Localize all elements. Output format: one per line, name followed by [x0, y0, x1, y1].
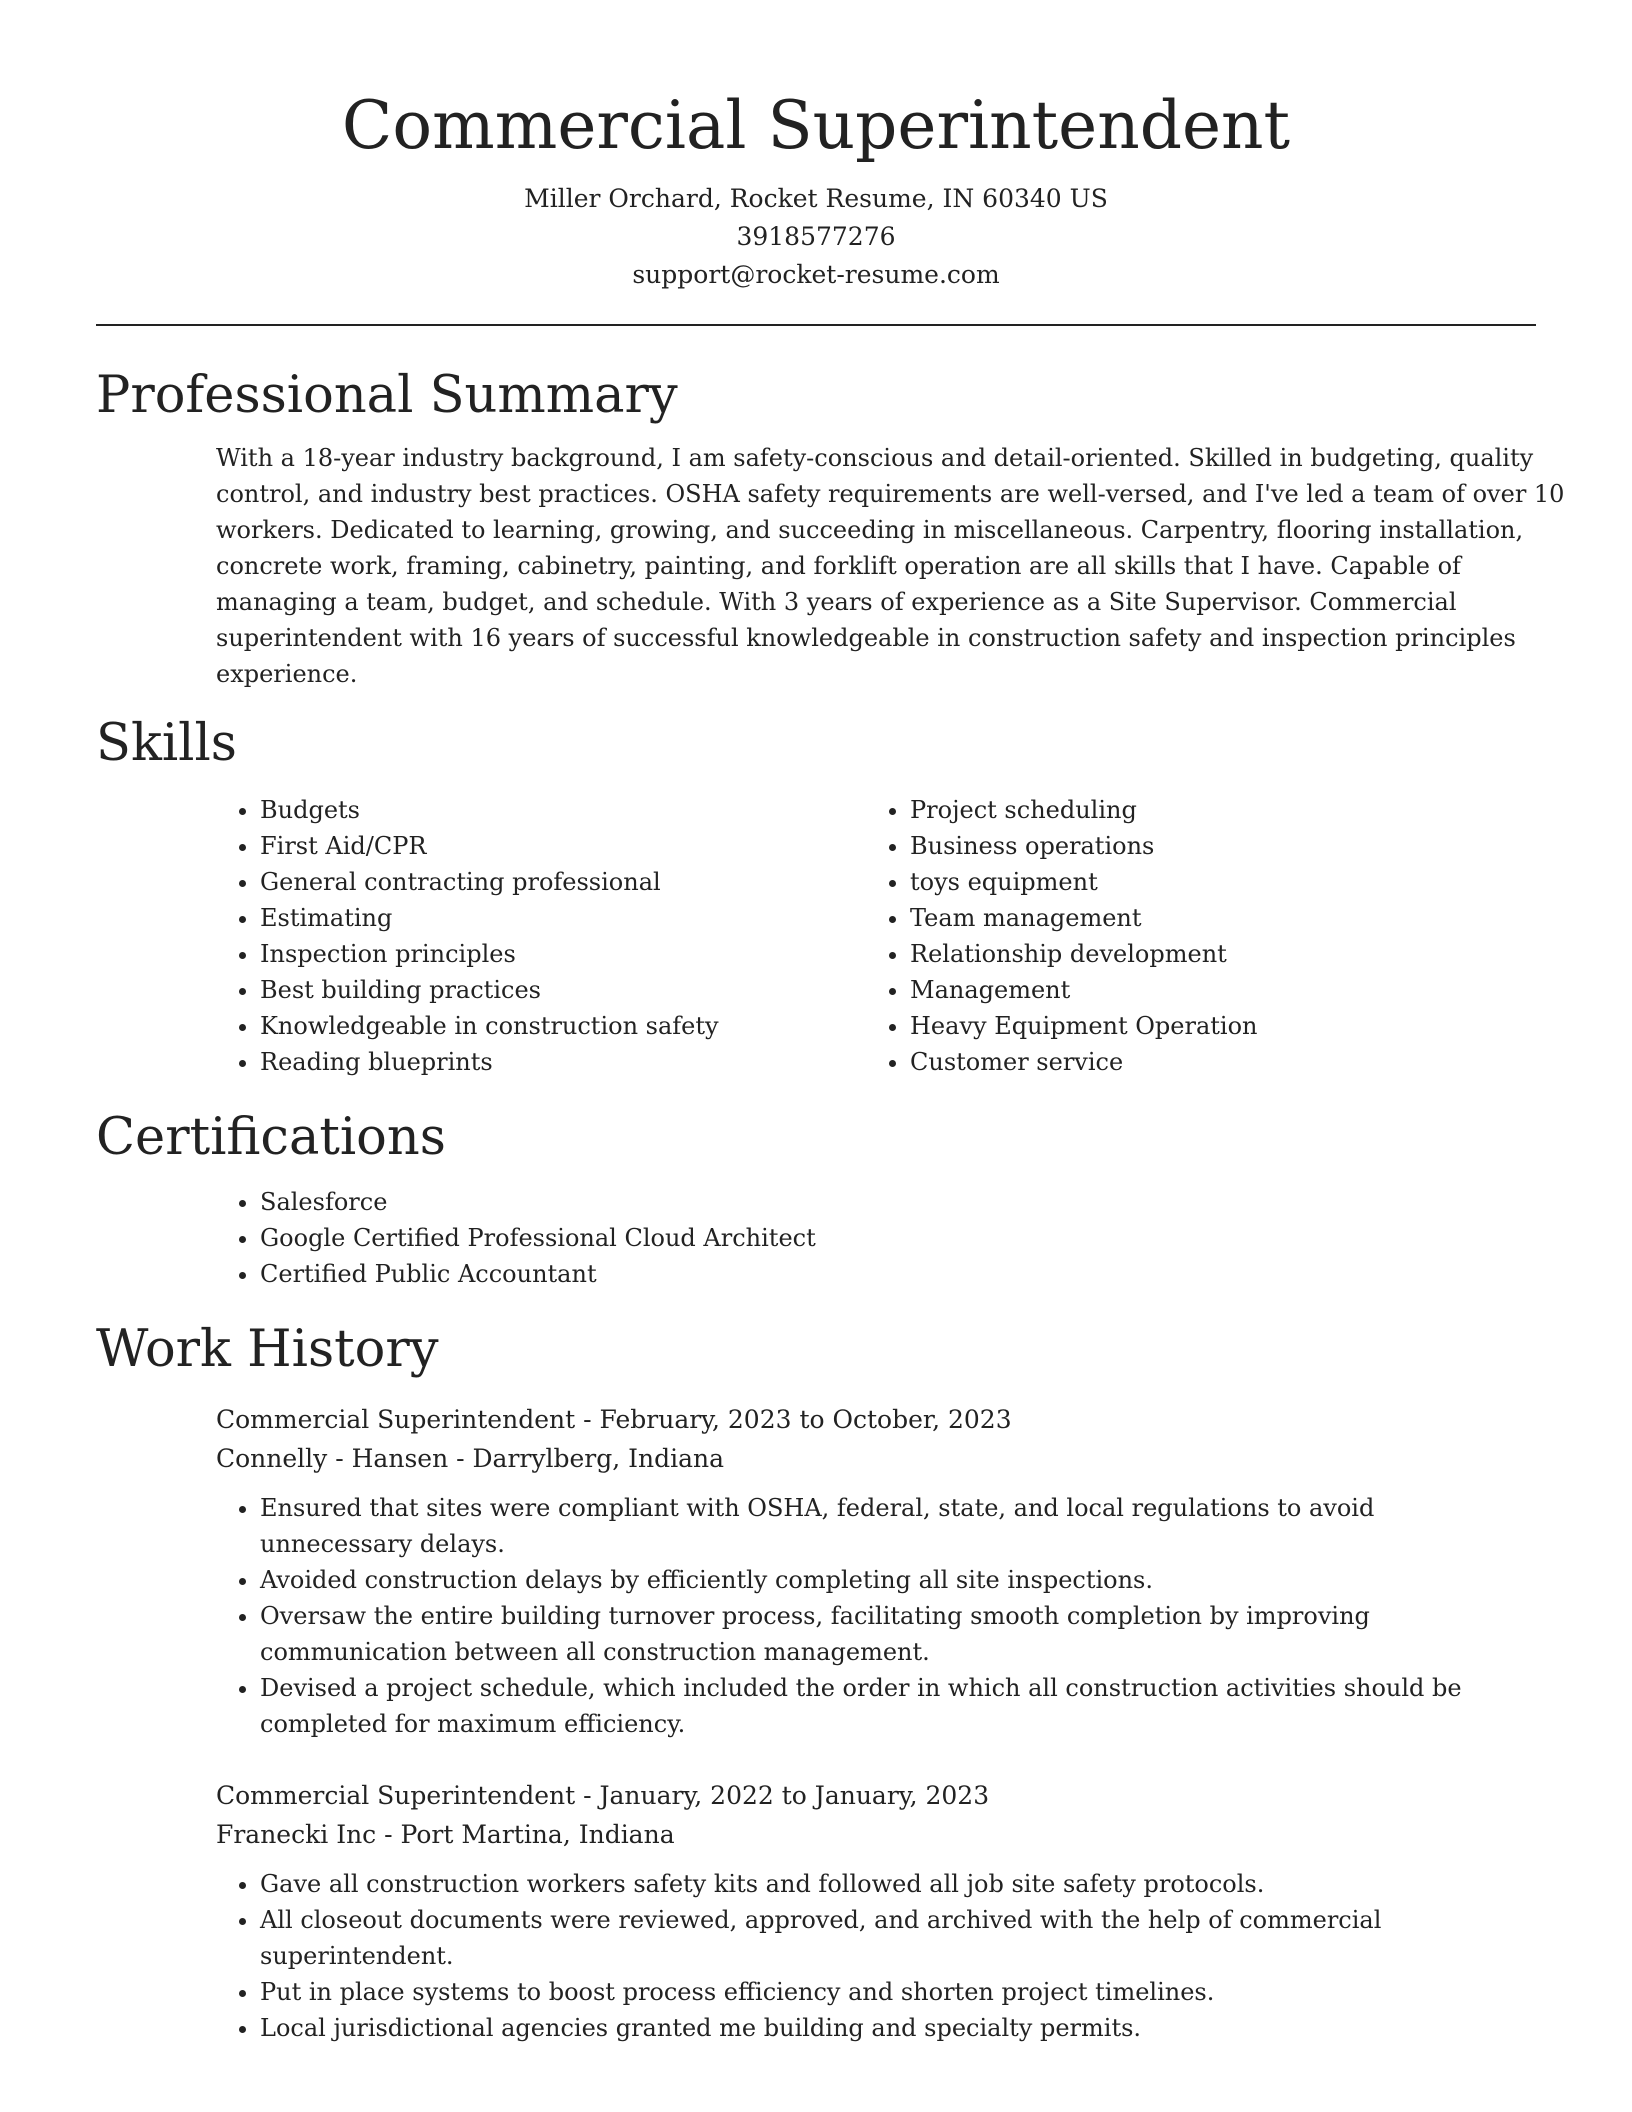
job-company-line — [216, 1815, 1536, 1854]
certification-item: • Certified Public Accountant — [260, 1256, 1536, 1292]
job-role: Commercial Superintendent — [216, 1405, 576, 1434]
summary-heading: Professional Summary — [96, 366, 678, 425]
certifications-list — [216, 1184, 1536, 1292]
skill-item: • Customer service — [910, 1044, 1510, 1080]
job-company-line — [216, 1439, 1536, 1478]
job-role-line — [216, 1776, 1536, 1815]
skill-item: • Relationship development — [910, 936, 1510, 972]
job-bullets — [216, 1866, 1510, 2046]
skill-item: • toys equipment — [910, 864, 1510, 900]
job-company: Franecki Inc — [216, 1820, 377, 1849]
certification-item: • Salesforce — [260, 1184, 1536, 1220]
work-history-heading: Work History — [96, 1320, 439, 1379]
skills-column-left — [216, 792, 866, 1080]
job-bullet: • Oversaw the entire building turnover process, facilitating smooth completion by improving communication between all construction management. — [260, 1598, 1510, 1670]
skill-item: • Reading blueprints — [260, 1044, 866, 1080]
certification-item: • Google Certified Professional Cloud Architect — [260, 1220, 1536, 1256]
job-bullet: • Gave all construction workers safety kits and followed all job site safety protocols. — [260, 1866, 1510, 1902]
skill-item: • First Aid/CPR — [260, 828, 866, 864]
job-location: - Port Martina, Indiana — [376, 1820, 675, 1849]
job-bullet: • Local jurisdictional agencies granted me building and specialty permits. — [260, 2010, 1510, 2046]
skill-item: • Inspection principles — [260, 936, 866, 972]
job-bullet: • Ensured that sites were compliant with OSHA, federal, state, and local regulations to avoid unnecessary delays. — [260, 1490, 1510, 1562]
certifications-section — [96, 1106, 1536, 1292]
contact-email: support@rocket-resume.com — [632, 260, 1000, 289]
skills-section — [96, 712, 1536, 1080]
skills-column-right — [866, 792, 1510, 1080]
certifications-heading: Certifications — [96, 1108, 446, 1167]
job-company: Connelly - Hansen — [216, 1444, 449, 1473]
skill-item: • General contracting professional — [260, 864, 866, 900]
skills-grid — [216, 792, 1536, 1080]
skill-item: • Business operations — [910, 828, 1510, 864]
job-location: - Darrylberg, Indiana — [448, 1444, 725, 1473]
skills-heading: Skills — [96, 714, 237, 773]
contact-address: Miller Orchard, Rocket Resume, IN 60340 US — [524, 184, 1108, 213]
job-bullet: • All closeout documents were reviewed, approved, and archived with the help of commercial superintendent. — [260, 1902, 1510, 1974]
job-dates: - February, 2023 to October, 2023 — [575, 1405, 1012, 1434]
skill-item: • Estimating — [260, 900, 866, 936]
job-role-line — [216, 1400, 1536, 1439]
job-dates: - January, 2022 to January, 2023 — [575, 1781, 990, 1810]
job-bullets — [216, 1490, 1510, 1742]
skill-item: • Best building practices — [260, 972, 866, 1008]
skill-item: • Heavy Equipment Operation — [910, 1008, 1510, 1044]
contact-phone: 3918577276 — [736, 222, 896, 251]
job-entry — [216, 1776, 1536, 2046]
summary-section — [96, 364, 1565, 692]
job-entry — [216, 1400, 1536, 1742]
skill-item: • Knowledgeable in construction safety — [260, 1008, 866, 1044]
job-bullet: • Put in place systems to boost process efficiency and shorten project timelines. — [260, 1974, 1510, 2010]
summary-text: With a 18-year industry background, I am safety-conscious and detail-oriented. Skilled in budgeting, quality control, and industry best practices. OSHA safety requirements are well-versed, and I've led a team of over 10 workers. Dedicated to learning, growing, and succeeding in miscellaneous. Carpentry, flooring installation, concrete work, framing, cabinetry, painting, and forklift operation are all skills that I have. Capable of managing a team, budget, and schedule. With 3 years of experience as a Site Supervisor. Commercial superintendent with 16 years of successful knowledgeable in construction safety and inspection principles experience. — [216, 444, 1565, 688]
skill-item: • Team management — [910, 900, 1510, 936]
candidate-title: Commercial Superintendent — [341, 87, 1291, 164]
job-role: Commercial Superintendent — [216, 1781, 576, 1810]
work-history-section — [96, 1318, 1536, 2046]
contact-block — [96, 180, 1536, 294]
skill-item: • Budgets — [260, 792, 866, 828]
header-divider — [96, 324, 1536, 326]
job-bullet: • Avoided construction delays by efficiently completing all site inspections. — [260, 1562, 1510, 1598]
job-bullet: • Devised a project schedule, which included the order in which all construction activities should be completed for maximum efficiency. — [260, 1670, 1510, 1742]
skill-item: • Management — [910, 972, 1510, 1008]
skill-item: • Project scheduling — [910, 792, 1510, 828]
resume-header — [96, 0, 1536, 294]
